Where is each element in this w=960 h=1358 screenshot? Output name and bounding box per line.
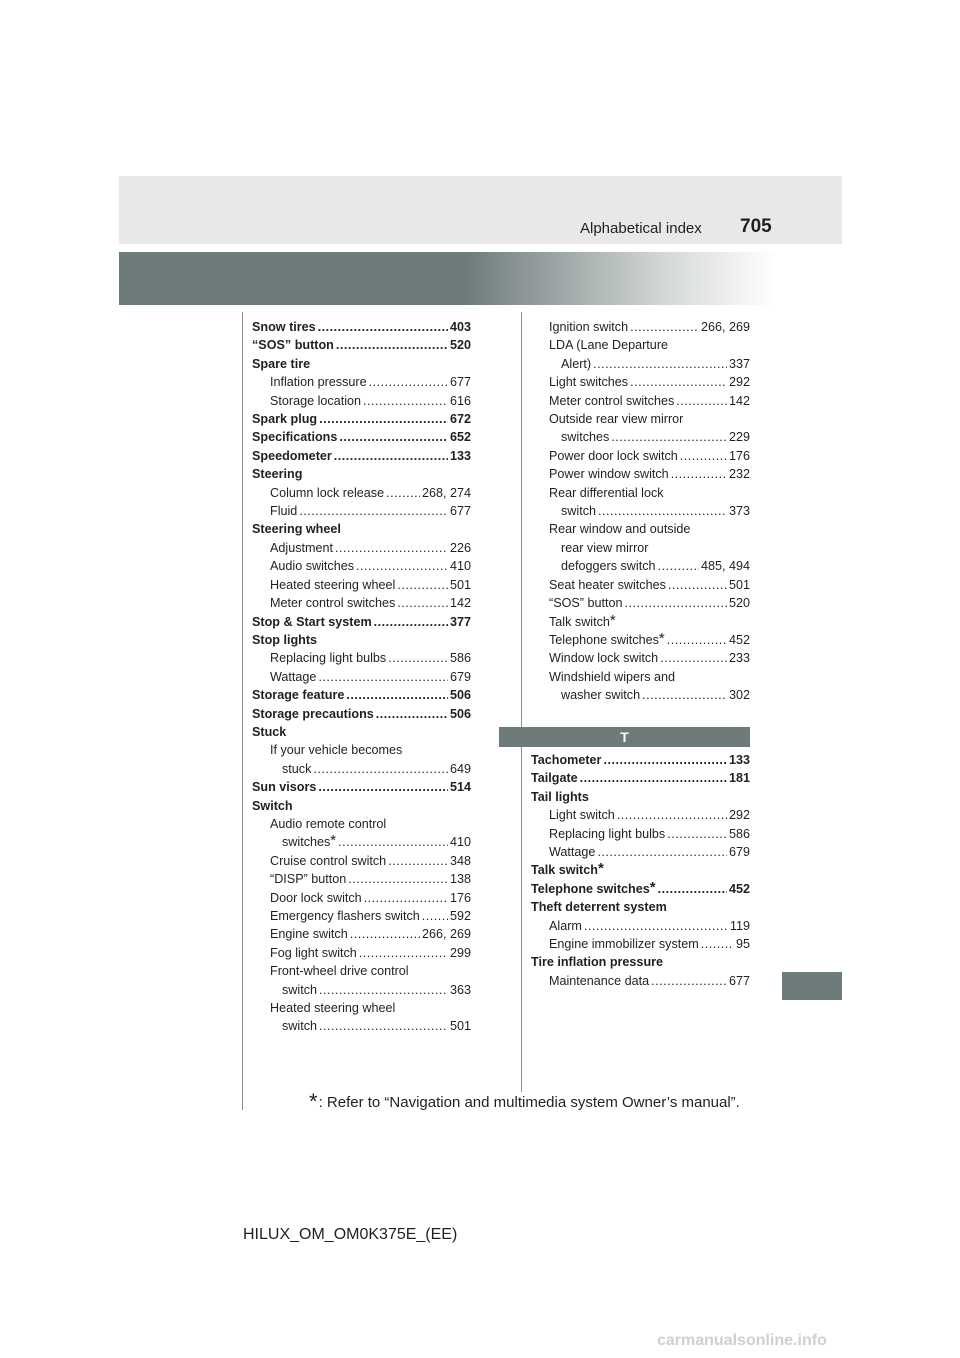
dot-leader — [397, 576, 448, 594]
index-entry — [252, 870, 471, 888]
index-entry-page: 138 — [449, 872, 471, 887]
dot-leader — [667, 825, 727, 843]
index-entry — [252, 741, 471, 759]
index-entry-page: 506 — [449, 688, 471, 703]
index-entry — [549, 686, 750, 704]
index-entry — [549, 502, 750, 520]
index-entry — [252, 705, 471, 723]
index-entry-text: Door lock switch — [270, 890, 362, 905]
index-entry — [252, 981, 471, 999]
index-entry-text: Talk switch — [531, 863, 598, 878]
index-entry — [531, 769, 750, 787]
section-letter-tab: T — [499, 727, 750, 747]
dot-leader — [630, 373, 727, 391]
index-entry — [549, 392, 750, 410]
index-entry — [252, 539, 471, 557]
dot-leader — [313, 760, 448, 778]
index-entry — [252, 355, 471, 373]
dot-leader — [374, 613, 448, 631]
index-entry — [252, 594, 471, 612]
index-entry-text: Snow tires — [252, 320, 316, 334]
index-entry-text: Telephone switches — [531, 881, 650, 896]
index-entry: Telephone switches * ..... 452 — [531, 880, 750, 898]
index-entry-page: 142 — [728, 393, 750, 408]
dot-leader — [603, 751, 727, 769]
column-divider-middle — [521, 312, 522, 1092]
index-entry — [252, 520, 471, 538]
dot-leader — [593, 355, 727, 373]
index-entry-text: Inflation pressure — [270, 375, 367, 390]
index-entry-page: 226 — [449, 540, 471, 555]
dot-leader — [376, 705, 448, 723]
index-entry-page: 514 — [449, 780, 471, 795]
dot-leader — [348, 870, 448, 888]
index-entry-page: 586 — [728, 826, 750, 841]
index-entry-page: 403 — [449, 320, 471, 334]
index-entry-page: 142 — [449, 596, 471, 611]
index-entry-text: switches — [561, 430, 610, 445]
index-entry-text: If your vehicle becomes — [270, 743, 403, 758]
dot-leader — [318, 318, 448, 336]
index-entry-page: 292 — [728, 808, 750, 823]
index-entry — [549, 373, 750, 391]
dot-leader — [363, 392, 448, 410]
dot-leader — [701, 935, 734, 953]
dot-leader — [668, 576, 727, 594]
dot-leader — [658, 880, 727, 898]
dot-leader — [598, 502, 727, 520]
index-entry — [252, 336, 471, 354]
index-entry-text: Sun visors — [252, 780, 317, 795]
index-entry-text: Rear window and outside — [549, 522, 691, 537]
index-entry-page: 520 — [728, 596, 750, 611]
index-entry-text: Outside rear view mirror — [549, 412, 684, 427]
index-entry-text: Light switches — [549, 375, 629, 390]
index-entry-page: 616 — [449, 393, 471, 408]
index-entry — [252, 778, 471, 796]
dot-leader — [660, 649, 727, 667]
page-number: 705 — [740, 216, 772, 237]
index-entry-page: 677 — [728, 973, 750, 988]
dot-leader — [318, 778, 448, 796]
index-entry — [252, 760, 471, 778]
index-entry-page: 119 — [729, 918, 750, 933]
dot-leader — [422, 907, 448, 925]
index-entry-text: Steering wheel — [252, 522, 341, 537]
index-entry-text: “SOS” button — [252, 338, 334, 353]
index-entry-text: switch — [282, 1019, 317, 1034]
index-entry-page: 679 — [728, 845, 750, 860]
index-entry — [252, 649, 471, 667]
index-entry — [252, 484, 471, 502]
index-entry — [252, 1017, 471, 1035]
index-entry-page: 649 — [449, 761, 471, 776]
index-entry-text: Column lock release — [270, 485, 385, 500]
dot-leader — [671, 465, 727, 483]
dot-leader — [388, 649, 448, 667]
index-entry-text: Engine switch — [270, 927, 348, 942]
index-entry — [252, 410, 471, 428]
dot-leader — [359, 944, 448, 962]
dot-leader — [597, 843, 727, 861]
dot-leader — [651, 972, 727, 990]
index-entry — [549, 594, 750, 612]
index-entry-text: Wattage — [549, 845, 596, 860]
dot-leader — [625, 594, 727, 612]
dot-leader — [356, 557, 448, 575]
index-entry — [549, 355, 750, 373]
index-entry-page: 133 — [449, 448, 471, 463]
index-entry-text: Replacing light bulbs — [270, 651, 387, 666]
index-entry — [252, 318, 471, 336]
dot-leader — [676, 392, 727, 410]
index-entry — [531, 788, 750, 806]
index-entry — [549, 428, 750, 446]
index-entry — [531, 972, 750, 990]
index-entry-page: 292 — [728, 375, 750, 390]
index-entry-page: 410 — [449, 559, 471, 574]
index-entry-page: 452 — [728, 881, 750, 896]
index-entry-page: 679 — [449, 669, 471, 684]
dot-leader — [611, 428, 727, 446]
index-entry — [252, 668, 471, 686]
index-entry — [252, 502, 471, 520]
index-entry: Talk switch * — [549, 613, 750, 631]
header-band — [119, 176, 842, 244]
index-entry-text: defoggers switch — [561, 559, 656, 574]
index-entry-text: Meter control switches — [549, 393, 675, 408]
index-entry-text: Tailgate — [531, 771, 578, 786]
index-entry-text: Ignition switch — [549, 320, 629, 334]
index-column-right-top — [549, 318, 750, 705]
index-entry-text: “SOS” button — [549, 596, 623, 611]
index-entry-page: 592 — [449, 909, 471, 923]
index-entry — [252, 999, 471, 1017]
index-entry-page: 233 — [728, 651, 750, 666]
index-entry-text: Wattage — [270, 669, 317, 684]
index-entry-text: Speedometer — [252, 448, 332, 463]
dot-leader — [667, 631, 727, 649]
index-entry — [252, 944, 471, 962]
index-entry — [252, 392, 471, 410]
index-entry-page: 506 — [449, 706, 471, 721]
index-entry-text: Audio switches — [270, 559, 354, 574]
index-entry-text: Fluid — [270, 504, 298, 519]
index-entry-text: Spare tire — [252, 356, 311, 371]
index-entry-text: Switch — [252, 798, 293, 813]
index-entry — [549, 447, 750, 465]
index-entry-text: Storage location — [270, 393, 362, 408]
index-entry-text: Talk switch — [549, 614, 610, 629]
index-entry-page: 485, 494 — [700, 559, 750, 574]
footnote-asterisk: * — [309, 1089, 318, 1114]
index-entry-text: Audio remote control — [270, 816, 387, 831]
index-entry-text: stuck — [282, 761, 312, 776]
index-entry-page: 501 — [449, 577, 471, 592]
index-entry-page: 501 — [728, 577, 750, 592]
index-entry-page: 410 — [449, 835, 471, 850]
index-entry-page: 133 — [728, 753, 750, 767]
index-entry-text: washer switch — [561, 688, 641, 703]
index-entry-text: Maintenance data — [549, 973, 650, 988]
index-entry-text: Light switch — [549, 808, 615, 823]
index-entry — [252, 852, 471, 870]
index-entry-text: Stop & Start system — [252, 614, 372, 629]
index-entry-text: Stuck — [252, 724, 287, 739]
index-entry — [252, 557, 471, 575]
index-entry-page: 677 — [449, 375, 471, 390]
index-entry-text: Windshield wipers and — [549, 669, 675, 684]
watermark: carmanualsonline.info — [657, 1332, 827, 1349]
dot-leader — [617, 806, 727, 824]
index-entry-page: 266, 269 — [421, 927, 471, 942]
index-entry-text: Adjustment — [270, 540, 333, 555]
dot-leader — [388, 852, 448, 870]
index-entry — [549, 649, 750, 667]
index-entry-page: 299 — [449, 945, 471, 960]
index-entry-page: 95 — [735, 937, 750, 952]
index-entry-text: switches — [282, 835, 331, 850]
index-entry-text: Emergency flashers switch — [270, 909, 420, 923]
dot-leader — [319, 410, 448, 428]
index-entry — [252, 576, 471, 594]
index-entry-page: 520 — [449, 338, 471, 353]
index-entry — [531, 898, 750, 916]
index-entry-text: Specifications — [252, 430, 338, 445]
document-code: HILUX_OM_OM0K375E_(EE) — [243, 1226, 458, 1243]
index-entry-page: 363 — [449, 982, 471, 997]
index-column-left — [252, 318, 471, 1036]
index-entry-text: Fog light switch — [270, 945, 357, 960]
index-entry-text: Tail lights — [531, 789, 589, 804]
dot-leader — [580, 769, 727, 787]
index-entry-text: Meter control switches — [270, 596, 396, 611]
section-gradient-bar — [119, 252, 842, 305]
index-entry — [252, 686, 471, 704]
index-entry — [252, 907, 471, 925]
index-entry-text: Heated steering wheel — [270, 1001, 396, 1016]
index-entry — [252, 815, 471, 833]
index-entry-text: Power window switch — [549, 467, 669, 482]
footnote — [309, 1089, 740, 1114]
index-entry-page: 176 — [449, 890, 471, 905]
index-entry — [549, 576, 750, 594]
index-entry-page: 176 — [728, 448, 750, 463]
dot-leader — [658, 557, 699, 575]
dot-leader — [339, 428, 448, 446]
index-entry — [549, 557, 750, 575]
index-entry-text: Theft deterrent system — [531, 900, 667, 915]
index-entry-text: Steering — [252, 467, 303, 482]
index-entry-page: 268, 274 — [421, 485, 471, 500]
index-entry — [531, 917, 750, 935]
index-entry — [252, 723, 471, 741]
index-entry-text: Alert) — [561, 356, 592, 371]
index-entry — [531, 825, 750, 843]
index-entry-page: 337 — [728, 356, 750, 371]
index-entry-text: Storage precautions — [252, 706, 374, 721]
index-entry — [252, 428, 471, 446]
dot-leader — [397, 594, 448, 612]
chapter-side-tab — [782, 972, 842, 1000]
dot-leader — [318, 668, 448, 686]
index-entry-text: Telephone switches — [549, 632, 659, 647]
index-entry-page: 586 — [449, 651, 471, 666]
index-entry-text: Seat heater switches — [549, 577, 666, 592]
footnote-text: : Refer to “Navigation and multimedia system Owner’s manual”. — [318, 1094, 740, 1111]
index-entry-text: Heated steering wheel — [270, 577, 396, 592]
index-entry — [252, 962, 471, 980]
index-entry-text: Alarm — [549, 918, 582, 933]
index-entry-text: LDA (Lane Departure — [549, 338, 669, 353]
index-entry-page: 232 — [728, 467, 750, 482]
index-entry-page: 348 — [449, 853, 471, 868]
dot-leader — [335, 539, 448, 557]
dot-leader — [299, 502, 448, 520]
index-entry — [549, 410, 750, 428]
index-entry — [252, 889, 471, 907]
index-entry: Telephone switches * ..... 452 — [549, 631, 750, 649]
dot-leader — [386, 484, 420, 502]
index-entry-page: 652 — [449, 430, 471, 445]
index-entry — [549, 520, 750, 538]
index-entry — [549, 336, 750, 354]
index-entry-text: switch — [282, 982, 317, 997]
index-entry — [252, 797, 471, 815]
index-entry-page: 266, 269 — [700, 320, 750, 334]
dot-leader — [319, 1017, 448, 1035]
index-entry-page: 377 — [449, 614, 471, 629]
index-entry — [549, 484, 750, 502]
index-entry — [531, 751, 750, 769]
index-entry-text: Stop lights — [252, 632, 318, 647]
index-entry — [531, 806, 750, 824]
index-entry — [252, 465, 471, 483]
index-entry-page: 229 — [728, 430, 750, 445]
index-entry — [252, 447, 471, 465]
index-entry — [531, 843, 750, 861]
index-entry: Talk switch * — [531, 861, 750, 879]
index-entry-text: Replacing light bulbs — [549, 826, 666, 841]
index-entry — [531, 953, 750, 971]
index-entry-page: 373 — [728, 504, 750, 519]
dot-leader — [336, 336, 448, 354]
index-entry-page: 302 — [728, 688, 750, 703]
index-entry-page: 672 — [449, 412, 471, 427]
column-divider-left — [242, 312, 243, 1110]
dot-leader — [680, 447, 727, 465]
running-header-title: Alphabetical index — [580, 220, 702, 237]
index-entry — [549, 539, 750, 557]
index-entry-text: Power door lock switch — [549, 448, 678, 463]
index-entry — [252, 925, 471, 943]
dot-leader — [350, 925, 420, 943]
index-entry: switches * ..... 410 — [252, 833, 471, 851]
dot-leader — [334, 447, 448, 465]
index-entry — [252, 613, 471, 631]
index-entry-page: 501 — [449, 1019, 471, 1034]
dot-leader — [584, 917, 728, 935]
index-entry-text: Tire inflation pressure — [531, 955, 664, 970]
index-entry-page: 677 — [449, 504, 471, 519]
index-column-right-bottom — [531, 751, 750, 990]
index-entry — [531, 935, 750, 953]
index-entry-text: Cruise control switch — [270, 853, 387, 868]
dot-leader — [364, 889, 448, 907]
index-entry-text: Rear differential lock — [549, 485, 664, 500]
dot-leader — [346, 686, 448, 704]
dot-leader — [338, 833, 448, 851]
index-entry-text: switch — [561, 504, 596, 519]
index-entry — [252, 631, 471, 649]
index-entry-page: 181 — [728, 771, 750, 786]
dot-leader — [642, 686, 727, 704]
index-entry-text: Tachometer — [531, 753, 602, 767]
index-entry-page: 452 — [728, 632, 750, 647]
index-entry — [549, 318, 750, 336]
index-entry-text: rear view mirror — [561, 540, 649, 555]
dot-leader — [319, 981, 448, 999]
index-entry-text: Storage feature — [252, 688, 345, 703]
index-entry-text: “DISP” button — [270, 872, 347, 887]
index-entry-text: Spark plug — [252, 412, 318, 427]
index-entry — [549, 465, 750, 483]
index-entry — [549, 668, 750, 686]
index-entry — [252, 373, 471, 391]
index-entry-text: Window lock switch — [549, 651, 659, 666]
dot-leader — [369, 373, 448, 391]
dot-leader — [630, 318, 699, 336]
index-entry-text: Front-wheel drive control — [270, 964, 409, 979]
index-entry-text: Engine immobilizer system — [549, 937, 699, 952]
